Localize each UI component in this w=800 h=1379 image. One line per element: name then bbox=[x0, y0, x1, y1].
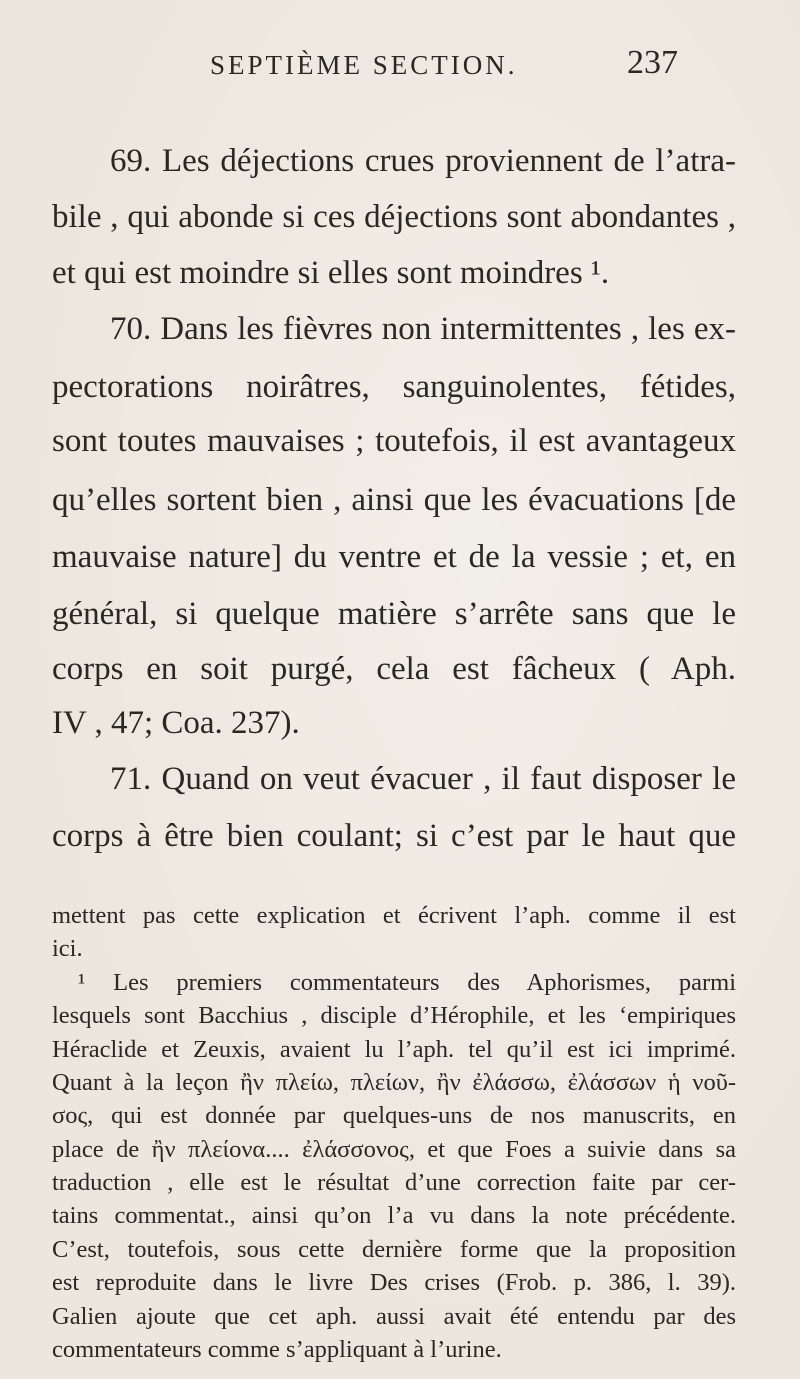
text-line: 71. Quand on veut évacuer , il faut disposer le bbox=[110, 761, 736, 797]
page-number: 237 bbox=[627, 44, 678, 81]
text-line: et qui est moindre si elles sont moindres ¹. bbox=[52, 255, 610, 291]
text-line: bile , qui abonde si ces déjections sont abondantes , bbox=[52, 199, 736, 235]
footnote-line: est reproduite dans le livre Des crises (Frob. p. 386, l. 39). bbox=[52, 1269, 736, 1296]
footnote-line: tains commentat., ainsi qu’on l’a vu dans la note précédente. bbox=[52, 1202, 736, 1229]
footnote-line: ¹ Les premiers commentateurs des Aphorismes, parmi bbox=[78, 969, 736, 996]
footnote-line: C’est, toutefois, sous cette dernière forme que la proposition bbox=[52, 1236, 736, 1263]
footnote-line: σος, qui est donnée par quelques-uns de nos manuscrits, en bbox=[52, 1102, 736, 1129]
footnote-line: commentateurs comme s’appliquant à l’urine. bbox=[52, 1336, 502, 1363]
text-line: général, si quelque matière s’arrête sans que le bbox=[52, 596, 736, 632]
footnote-line: lesquels sont Bacchius , disciple d’Hérophile, et les ʻempiriques bbox=[52, 1002, 736, 1029]
text-line: mauvaise nature] du ventre et de la vessie ; et, en bbox=[52, 539, 736, 575]
section-title: SEPTIÈME SECTION. bbox=[210, 50, 518, 80]
footnote-line: mettent pas cette explication et écrivent l’aph. comme il est bbox=[52, 902, 736, 929]
footnote-line: Quant à la leçon ἢν πλείω, πλείων, ἢν ἐλάσσω, ἐλάσσων ἡ νοῦ- bbox=[52, 1069, 736, 1096]
text-line: 69. Les déjections crues proviennent de l’atra- bbox=[110, 143, 736, 179]
text-line: pectorations noirâtres, sanguinolentes, fétides, bbox=[52, 369, 736, 405]
footnote-line: ici. bbox=[52, 935, 83, 962]
footnote-line: traduction , elle est le résultat d’une correction faite par cer- bbox=[52, 1169, 736, 1196]
text-line: 70. Dans les fièvres non intermittentes , les ex- bbox=[110, 311, 736, 347]
footnote-line: Galien ajoute que cet aph. aussi avait été entendu par des bbox=[52, 1303, 736, 1330]
text-line: IV , 47; Coa. 237). bbox=[52, 705, 300, 741]
text-line: sont toutes mauvaises ; toutefois, il est avantageux bbox=[52, 423, 736, 459]
footnote-line: place de ἢν πλείονα.... ἐλάσσονος, et que Foes a suivie dans sa bbox=[52, 1136, 736, 1163]
text-line: corps en soit purgé, cela est fâcheux ( Aph. bbox=[52, 651, 736, 687]
running-head bbox=[0, 44, 800, 90]
text-line: qu’elles sortent bien , ainsi que les évacuations [de bbox=[52, 482, 736, 518]
text-line: corps à être bien coulant; si c’est par le haut que bbox=[52, 818, 736, 854]
footnote-line: Héraclide et Zeuxis, avaient lu l’aph. tel qu’il est ici imprimé. bbox=[52, 1036, 736, 1063]
